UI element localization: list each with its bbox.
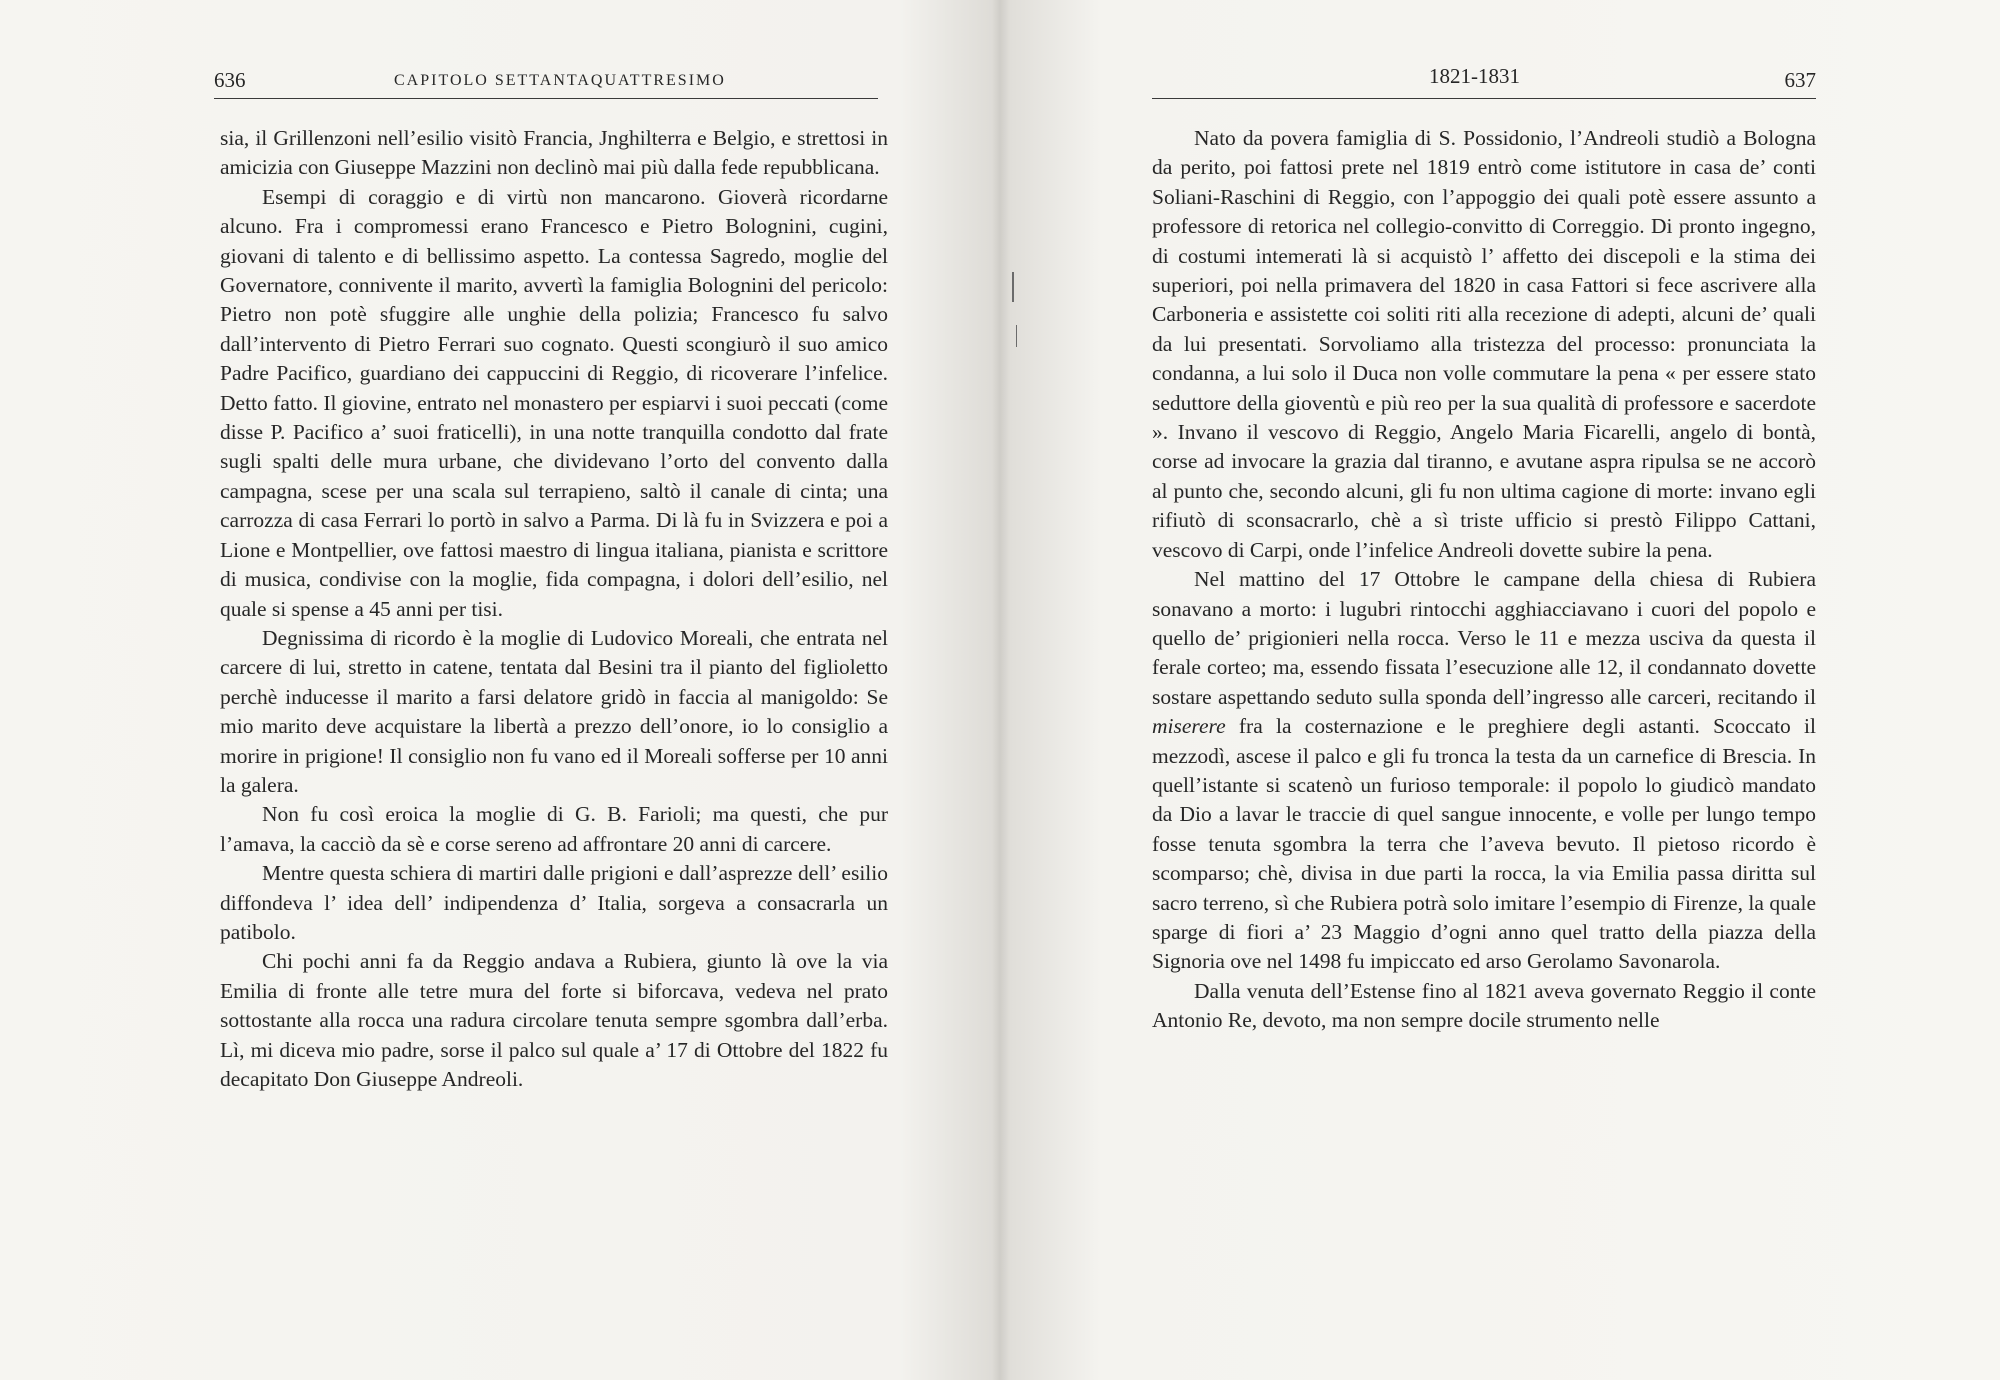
paragraph: Chi pochi anni fa da Reggio andava a Rubiera, giunto là ove la via Emilia di fronte alle tetre mura del forte si biforcava, vedeva nel prato sottostante alla rocca una radura circolare tenuta sempre sgombra dall’erba. Lì, mi diceva mio padre, sorse il palco sul quale a’ 17 di Ottobre del 1822 fu decapitato Don Giuseppe Andreoli. bbox=[220, 949, 888, 1091]
paragraph: Degnissima di ricordo è la moglie di Ludovico Moreali, che entrata nel carcere di lui, stretto in catene, tentata dal Besini tra il pianto del figlioletto perchè inducesse il marito a farsi delatore gridò in faccia al manigoldo: Se mio marito deve acquistare la libertà a prezzo dell’onore, io lo consiglio a morire in prigione! Il consiglio non fu vano ed il Moreali sofferse per 10 anni la galera. bbox=[220, 625, 888, 797]
page-number-right: 637 bbox=[1784, 68, 1816, 92]
paragraph: Non fu così eroica la moglie di G. B. Farioli; ma questi, che pur l’amava, la cacciò da sè e corse sereno ad affrontare 20 anni di carcere. bbox=[220, 802, 888, 856]
left-page-body bbox=[220, 124, 888, 1094]
running-head-left bbox=[214, 58, 878, 99]
paragraph: Nato da povera famiglia di S. Possidonio, l’Andreoli studiò a Bologna da perito, poi fattosi prete nel 1819 entrò come istitutore in casa de’ conti Soliani-Raschini di Reggio, con l’appoggio dei quali potè essere assunto a professore di retorica nel collegio-convitto di Correggio. Di pronto ingegno, di costumi intemerati là si acquistò l’ affetto dei discepoli e la stima dei superiori, poi nella primavera del 1820 in casa Fattori si fece ascrivere alla Carboneria e assistette coi soliti riti alla recezione di adepti, alcuni de’ quali da lui presentati. Sorvoliamo alla tristezza del processo: pronunciata la condanna, a lui solo il Duca non volle commutare la pena « per essere stato seduttore della gioventù e più reo per la sua qualità di professore e sacerdote ». Invano il vescovo di Reggio, Angelo Maria Ficarelli, angelo di bontà, corse ad invocare la grazia dal tiranno, e avutane aspra ripulsa se ne accorò al punto che, secondo alcuni, gli fu non ultima cagione di morte: invano egli rifiutò di sconsacrarlo, chè a sì triste ufficio si prestò Filippo Cattani, vescovo di Carpi, onde l’infelice Andreoli dovette subire la pena. bbox=[1152, 126, 1816, 562]
right-page-body bbox=[1152, 124, 1816, 1036]
paragraph: Dalla venuta dell’Estense fino al 1821 aveva governato Reggio il conte Antonio Re, devoto, ma non sempre docile strumento nelle bbox=[1152, 978, 1816, 1033]
paragraph-text: fra la costernazione e le preghiere degli astanti. Scoccato il mezzodì, ascese il palco e gli fu tronca la testa da un carnefice di Brescia. In quell’istante si scatenò un furioso temporale: il popolo lo giudicò mandato da Dio a lavar le traccie di quel sangue innocente, e volle per lungo tempo fosse tenuta sgombra la terra che l’aveva bevuto. Il pietoso ricordo è scomparso; chè, divisa in due parti la rocca, la via Emilia passa diritta sul sacro terreno, sì che Rubiera potrà solo imitare l’esempio di Firenze, la quale sparge di fiori a’ 23 Maggio d’ogni anno quel tratto della piazza della Signoria ove nel 1498 fu impiccato ed arso Gerolamo Savonarola. bbox=[1152, 714, 1816, 974]
margin-mark bbox=[1016, 325, 1017, 347]
margin-mark bbox=[1012, 272, 1014, 302]
right-page bbox=[1000, 0, 2000, 1380]
page-number-left: 636 bbox=[214, 68, 246, 92]
paragraph: Esempi di coraggio e di virtù non mancarono. Gioverà ricordarne alcuno. Fra i compromessi erano Francesco e Pietro Bolognini, cugini, giovani di talento e di bellissimo aspetto. La contessa Sagredo, moglie del Governatore, connivente il marito, avvertì la famiglia Bolognini del pericolo: Pietro non potè sfuggire alle unghie della polizia; Francesco fu salvo dall’intervento di Pietro Ferrari suo cognato. Questi scongiurò il suo amico Padre Pacifico, guardiano dei cappuccini di Reggio, di ricoverare l’infelice. Detto fatto. Il giovine, entrato nel monastero per espiarvi i suoi peccati (come disse P. Pacifico a’ suoi fraticelli), in una notte tranquilla condotto dal frate sugli spalti delle mura urbane, che dividevano l’orto del convento dalla campagna, scese per una scala sul terrapieno, saltò il canale di cinta; una carrozza di casa Ferrari lo portò in salvo a Parma. Di là fu in Svizzera e poi a Lione e Montpellier, ove fattosi maestro di lingua italiana, pianista e scrittore di musica, condivise con la moglie, fida compagna, i dolori dell’esilio, nel quale si spense a 45 anni per tisi. bbox=[220, 184, 888, 621]
running-title-right: 1821-1831 bbox=[1429, 64, 1520, 88]
italic-term: miserere bbox=[1152, 714, 1226, 739]
paragraph: Mentre questa schiera di martiri dalle prigioni e dall’asprezze dell’ esilio diffondeva l’ idea dell’ indipendenza d’ Italia, sorgeva a consacrarla un patibolo. bbox=[220, 861, 888, 944]
paragraph: sia, il Grillenzoni nell’esilio visitò Francia, Jnghilterra e Belgio, e strettosi in amicizia con Giuseppe Mazzini non declinò mai più dalla fede repubblicana. bbox=[220, 126, 888, 180]
running-title-left: CAPITOLO SETTANTAQUATTRESIMO bbox=[394, 72, 726, 89]
paragraph-text: Nel mattino del 17 Ottobre le campane della chiesa di Rubiera sonavano a morto: i lugubri rintocchi agghiacciavano i cuori del popolo e quello de’ prigionieri nella rocca. Verso le 11 e mezza usciva da questa il ferale corteo; ma, essendo fissata l’esecuzione alle 12, il condannato dovette sostare aspettando seduto sulla sponda dell’ingresso alle carceri, recitando il bbox=[1152, 567, 1816, 709]
running-head-right bbox=[1152, 58, 1816, 99]
paragraph bbox=[1152, 565, 1816, 977]
